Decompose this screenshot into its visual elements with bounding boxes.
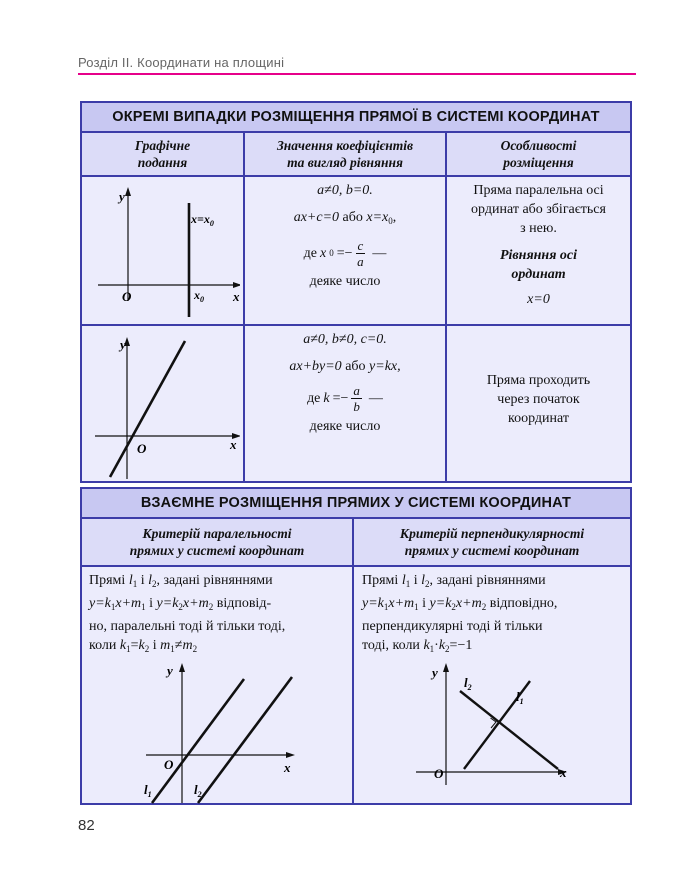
special-cases-title: ОКРЕМІ ВИПАДКИ РОЗМІЩЕННЯ ПРЯМОЇ В СИСТЕМІ КООРДИНАТ <box>82 103 630 133</box>
parallel-criterion-text: Прямі $l_1$ і $l_2$, задані рівняннями $y=k_1x+m_1$ і $y=k_2x+m_2$ відповід- но, паралельні тоді й тільки тоді, коли $k_1=k_2$ і $m_1\ne m_2$ <box>89 573 286 654</box>
x-axis-label: x <box>284 760 291 775</box>
vertical-case-features: Пряма паралельна осі ординат або збігається з нею. Рівняння осі ординат x=0 <box>471 183 606 307</box>
origin-label: O <box>164 757 174 772</box>
origin-label: O <box>122 289 132 304</box>
mutual-position-title: ВЗАЄМНЕ РОЗМІЩЕННЯ ПРЯМИХ У СИСТЕМІ КООРДИНАТ <box>82 489 630 519</box>
row-divider <box>82 565 630 567</box>
perpendicular-criterion-text: Прямі $l_1$ і $l_2$, задані рівняннями $y=k_1x+m_1$ і $y=k_2x+m_2$ відповідно, перпендикулярні тоді й тільки тоді, коли $k_1\cdot k_2=-1$ <box>362 573 558 654</box>
header-rule <box>78 73 636 75</box>
y-axis-label: y <box>120 337 126 352</box>
col-header-graph: Графічне подання <box>82 133 243 175</box>
line-l1-label: $l_1$ <box>516 689 524 706</box>
y-axis-label: y <box>167 663 173 678</box>
y-axis-label: y <box>432 665 438 680</box>
y-axis-label: y <box>119 189 125 204</box>
perpendicular-lines-graph <box>412 657 630 787</box>
page-number: 82 <box>78 817 95 834</box>
origin-label: O <box>434 766 444 781</box>
origin-case-features: Пряма проходить через початок координат <box>486 373 591 426</box>
vertical-line-graph <box>90 181 240 321</box>
parallel-lines-graph <box>132 657 350 805</box>
mutual-position-table <box>80 487 632 805</box>
origin-label: O <box>137 441 147 456</box>
col-header-features: Особливості розміщення <box>447 133 630 175</box>
col-divider <box>352 519 354 803</box>
col-header-coefficients: Значення коефіцієнтів та вигляд рівняння <box>245 133 445 175</box>
x-axis-label: x <box>560 765 567 780</box>
x-axis-label: x <box>233 289 240 304</box>
line-l1-label: $l_1$ <box>144 782 152 799</box>
col-header-parallel: Критерій паралельності прямих у системі координат <box>82 519 352 565</box>
running-head: Розділ ІІ. Координати на площині <box>78 55 285 70</box>
x-axis-label: x <box>230 437 237 452</box>
origin-case-conditions: a≠0, b≠0, c=0. ax+by=0 або y=kx, де k =− $\frac{a}{b}$ — деяке число <box>289 332 401 434</box>
origin-line-graph <box>90 329 240 479</box>
x0-tick-label: $x_0$ <box>194 288 204 304</box>
row-divider <box>82 324 630 326</box>
vertical-case-conditions: a≠0, b=0. ax+c=0 або $x=x_0$, де x 0 =− $\frac{c}{a}$ — деяке число <box>293 183 397 289</box>
row-divider <box>82 175 630 177</box>
line-equation-label: $x=x_0$ <box>191 212 214 228</box>
line-l2-label: $l_2$ <box>464 675 472 692</box>
special-cases-table <box>80 101 632 483</box>
col-header-perpendicular: Критерій перпендикулярності прямих у системі координат <box>354 519 630 565</box>
line-l2-label: $l_2$ <box>194 782 202 799</box>
